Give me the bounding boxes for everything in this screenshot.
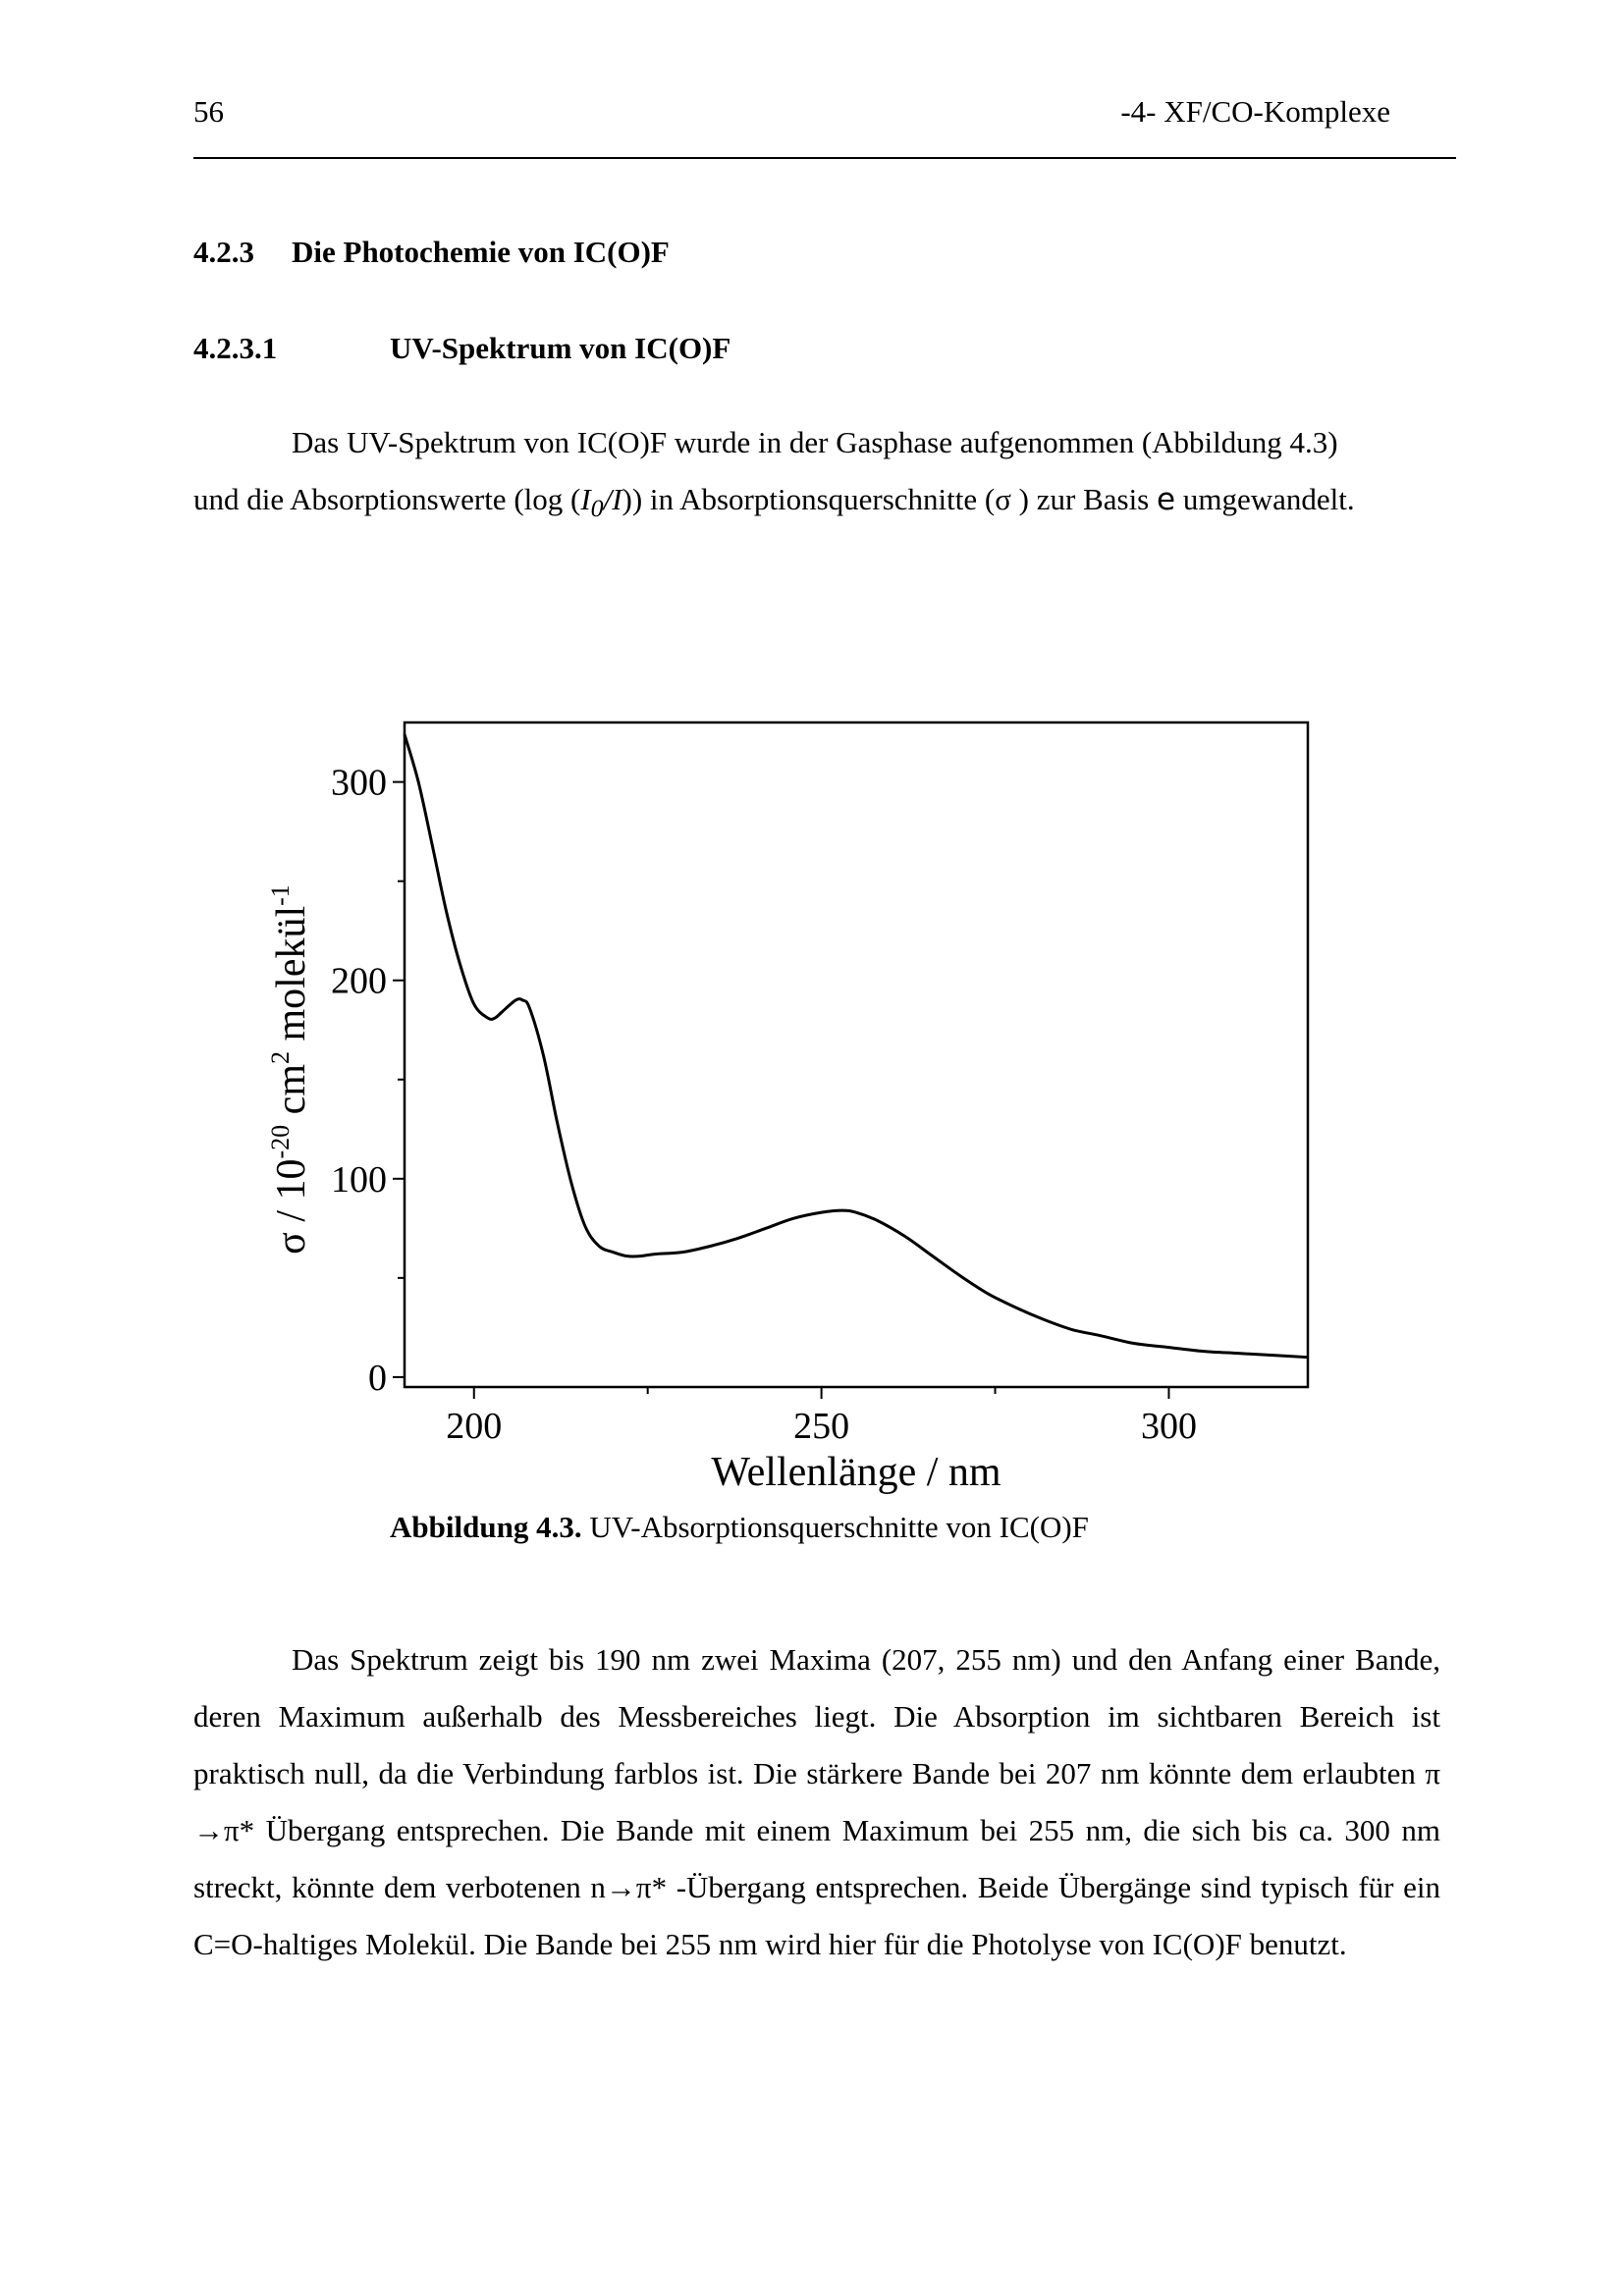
- subsection-number: 4.2.3.1: [193, 331, 278, 365]
- i0-subscript: 0: [590, 494, 604, 523]
- subsection-heading: [193, 331, 730, 366]
- section-heading: [193, 235, 670, 270]
- paragraph-intro-part4: umgewandelt.: [1175, 482, 1355, 516]
- caption-label: Abbildung 4.3.: [390, 1510, 582, 1544]
- uv-spectrum-chart: [265, 707, 1345, 1512]
- chart-svg: [265, 707, 1345, 1512]
- paragraph-intro-line1: Das UV-Spektrum von IC(O)F wurde in der Gasphase aufgenommen (Abbildung 4.3): [292, 425, 1338, 459]
- y-tick-label: 300: [331, 762, 387, 804]
- paragraph-intro-part3: )) in Absorptionsquerschnitte (σ ) zur Basis: [622, 482, 1157, 516]
- y-label-sup3: -1: [266, 884, 295, 906]
- y-tick-label: 200: [331, 960, 387, 1002]
- x-tick-label: 200: [446, 1406, 503, 1447]
- i0-symbol: I: [580, 482, 591, 516]
- page-number: 56: [193, 94, 224, 129]
- y-tick-label: 0: [368, 1357, 387, 1399]
- y-label-post: molekül: [269, 905, 314, 1052]
- y-label-mid: cm: [269, 1064, 314, 1125]
- series-line-icof: [405, 734, 1308, 1358]
- x-axis-label: Wellenlänge / nm: [711, 1450, 1001, 1495]
- plot-frame: [405, 722, 1308, 1387]
- running-head: -4- XF/CO-Komplexe: [1120, 94, 1390, 129]
- header-rule: [193, 157, 1456, 159]
- caption-text: UV-Absorptionsquerschnitte von IC(O)F: [581, 1510, 1089, 1544]
- y-axis-label: [266, 884, 314, 1255]
- y-label-sup1: -20: [266, 1124, 295, 1159]
- x-axis-ticks: [446, 1387, 1197, 1447]
- x-tick-label: 300: [1140, 1406, 1197, 1447]
- y-tick-label: 100: [331, 1158, 387, 1201]
- y-axis-ticks: [331, 763, 405, 1399]
- y-label-pre: σ / 10: [269, 1158, 314, 1255]
- paragraph-intro-part2: und die Absorptionswerte (log (: [193, 482, 581, 516]
- paragraph-discussion: Das Spektrum zeigt bis 190 nm zwei Maxima (207, 255 nm) und den Anfang einer Bande, deren Maximum außerhalb des Messbereiches liegt. Die Absorption im sichtbaren Bereich ist praktisch null, da die Verbindung farblos ist. Die stärkere Bande bei 207 nm könnte dem erlaubten π →π* Übergang entsprechen. Die Bande mit einem Maximum bei 255 nm, die sich bis ca. 300 nm streckt, könnte dem verbotenen n→π* -Übergang entsprechen. Beide Übergänge sind typisch für ein C=O-haltiges Molekül. Die Bande bei 255 nm wird hier für die Photolyse von IC(O)F benutzt.: [193, 1642, 1440, 1961]
- figure-caption: [390, 1510, 1089, 1545]
- paragraph-intro: [193, 414, 1440, 537]
- section-number: 4.2.3: [193, 235, 254, 269]
- i-symbol: /I: [603, 482, 622, 516]
- section-title: Die Photochemie von IC(O)F: [292, 235, 670, 269]
- x-tick-label: 250: [793, 1406, 850, 1447]
- subsection-title: UV-Spektrum von IC(O)F: [390, 331, 731, 365]
- base-e-symbol: e: [1157, 482, 1176, 517]
- y-label-sup2: 2: [266, 1051, 295, 1065]
